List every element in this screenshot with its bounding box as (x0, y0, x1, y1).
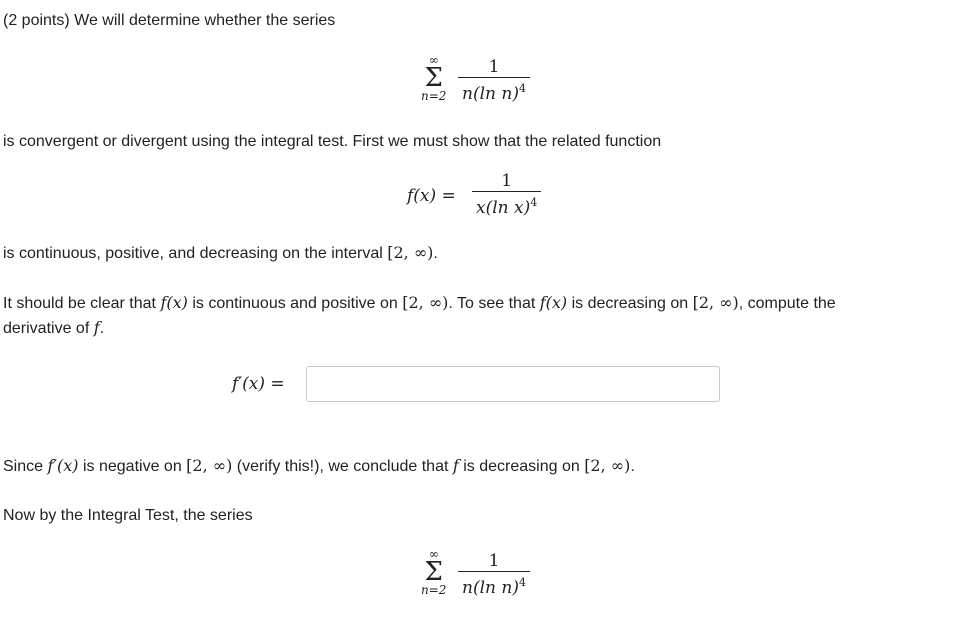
conditions-text: is continuous, positive, and decreasing on the interval [2, ∞). (3, 243, 438, 262)
intro-text: (2 points) We will determine whether the series (3, 12, 336, 29)
continuity-text: It should be clear that f(x) is continuous and positive on [2, ∞). To see that f(x) is decreasing on [2, ∞), compute the (3, 293, 836, 312)
derivative-label: f′(x) = (232, 374, 285, 394)
integral-test-series-text: Now by the Integral Test, the series (3, 507, 253, 524)
function-fraction: 1 x(ln x)$^4$ (472, 171, 541, 219)
series-fraction: 1 n(ln n)$^4$ (458, 57, 530, 105)
derivative-instruction: derivative of f. (3, 318, 105, 337)
function-lhs: f(x) = (407, 186, 456, 206)
derivative-answer-input[interactable] (306, 366, 720, 402)
series-fraction-2: 1 n(ln n)$^4$ (458, 551, 530, 599)
conclusion-text: Since f′(x) is negative on [2, ∞) (verify this!), we conclude that f is decreasing on [2, ∞). (3, 456, 635, 475)
summation-symbol-2: ∞ Σ n=2 (421, 547, 447, 597)
summation-symbol: ∞ Σ n=2 (421, 53, 447, 103)
integral-test-text: is convergent or divergent using the integral test. First we must show that the related function (3, 133, 662, 150)
